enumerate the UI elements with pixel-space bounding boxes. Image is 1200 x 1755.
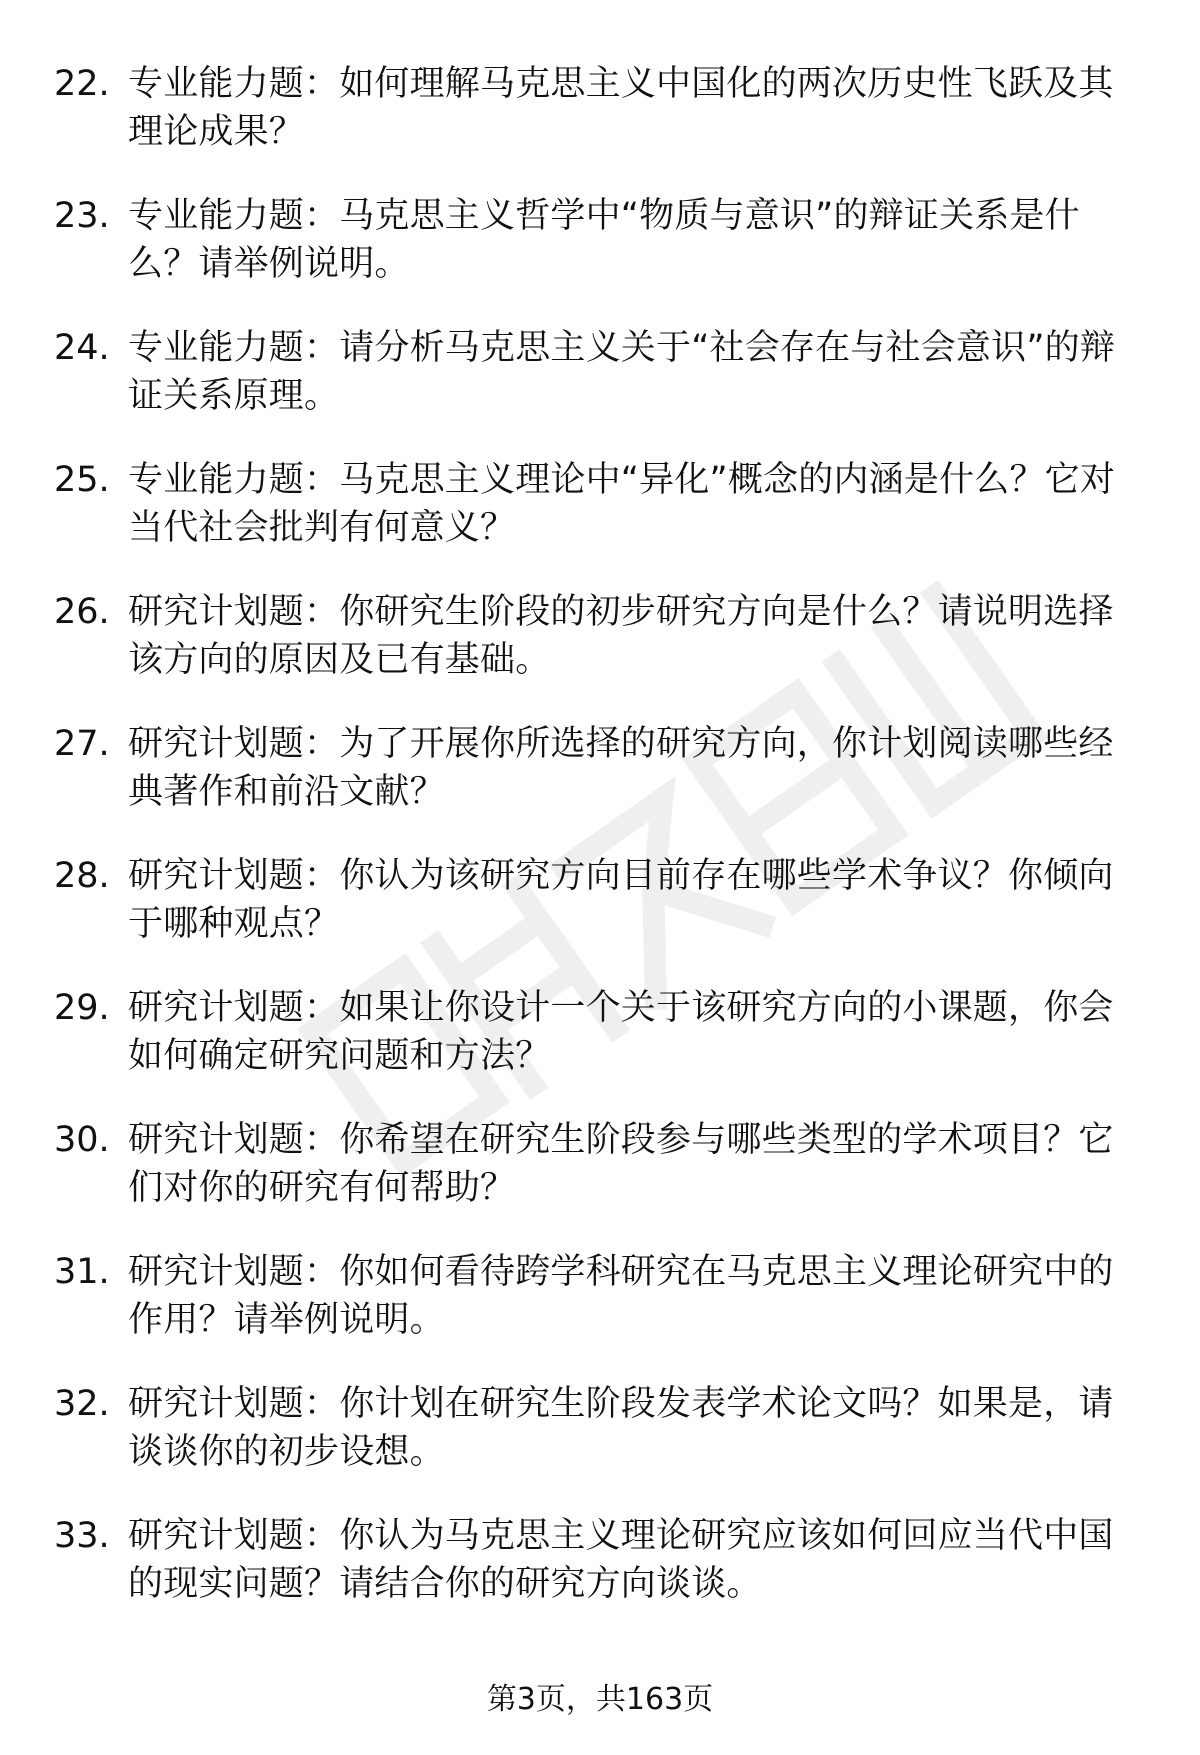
question-item-30 xyxy=(54,1116,1154,1248)
question-text: 研究计划题：你如何看待跨学科研究在马克思主义理论研究中的作用？请举例说明。 xyxy=(128,1252,1114,1340)
question-number: 24. xyxy=(54,328,110,368)
question-item-32 xyxy=(54,1380,1154,1512)
question-item-29 xyxy=(54,984,1154,1116)
question-item-26 xyxy=(54,588,1154,720)
question-text: 专业能力题：如何理解马克思主义中国化的两次历史性飞跃及其理论成果？ xyxy=(128,64,1114,152)
question-number: 29. xyxy=(54,988,110,1028)
question-item-31 xyxy=(54,1248,1154,1380)
question-number: 22. xyxy=(54,64,110,104)
question-text: 研究计划题：你希望在研究生阶段参与哪些类型的学术项目？它们对你的研究有何帮助？ xyxy=(128,1120,1114,1208)
question-item-23 xyxy=(54,192,1154,324)
page-indicator: 第3页，共163页 xyxy=(486,1682,714,1717)
question-text: 研究计划题：你计划在研究生阶段发表学术论文吗？如果是，请谈谈你的初步设想。 xyxy=(128,1384,1114,1472)
question-item-28 xyxy=(54,852,1154,984)
question-number: 28. xyxy=(54,856,110,896)
question-list xyxy=(54,60,1154,1644)
question-text: 专业能力题：马克思主义理论中“异化”概念的内涵是什么？它对当代社会批判有何意义？ xyxy=(128,460,1116,548)
question-number: 32. xyxy=(54,1384,110,1424)
question-text: 研究计划题：如果让你设计一个关于该研究方向的小课题，你会如何确定研究问题和方法？ xyxy=(128,988,1114,1076)
question-item-27 xyxy=(54,720,1154,852)
question-number: 23. xyxy=(54,196,110,236)
question-number: 25. xyxy=(54,460,110,500)
question-item-22 xyxy=(54,60,1154,192)
question-number: 30. xyxy=(54,1120,110,1160)
question-text: 研究计划题：为了开展你所选择的研究方向，你计划阅读哪些经典著作和前沿文献？ xyxy=(128,724,1114,812)
question-text: 研究计划题：你认为马克思主义理论研究应该如何回应当代中国的现实问题？请结合你的研究方向谈谈。 xyxy=(128,1516,1114,1604)
question-number: 26. xyxy=(54,592,110,632)
question-text: 研究计划题：你认为该研究方向目前存在哪些学术争议？你倾向于哪种观点？ xyxy=(128,856,1114,944)
question-text: 专业能力题：请分析马克思主义关于“社会存在与社会意识”的辩证关系原理。 xyxy=(128,328,1116,416)
question-item-25 xyxy=(54,456,1154,588)
question-text: 专业能力题：马克思主义哲学中“物质与意识”的辩证关系是什么？请举例说明。 xyxy=(128,196,1080,284)
question-number: 27. xyxy=(54,724,110,764)
question-item-24 xyxy=(54,324,1154,456)
question-number: 33. xyxy=(54,1516,110,1556)
question-item-33 xyxy=(54,1512,1154,1644)
question-text: 研究计划题：你研究生阶段的初步研究方向是什么？请说明选择该方向的原因及已有基础。 xyxy=(128,592,1114,680)
question-number: 31. xyxy=(54,1252,110,1292)
